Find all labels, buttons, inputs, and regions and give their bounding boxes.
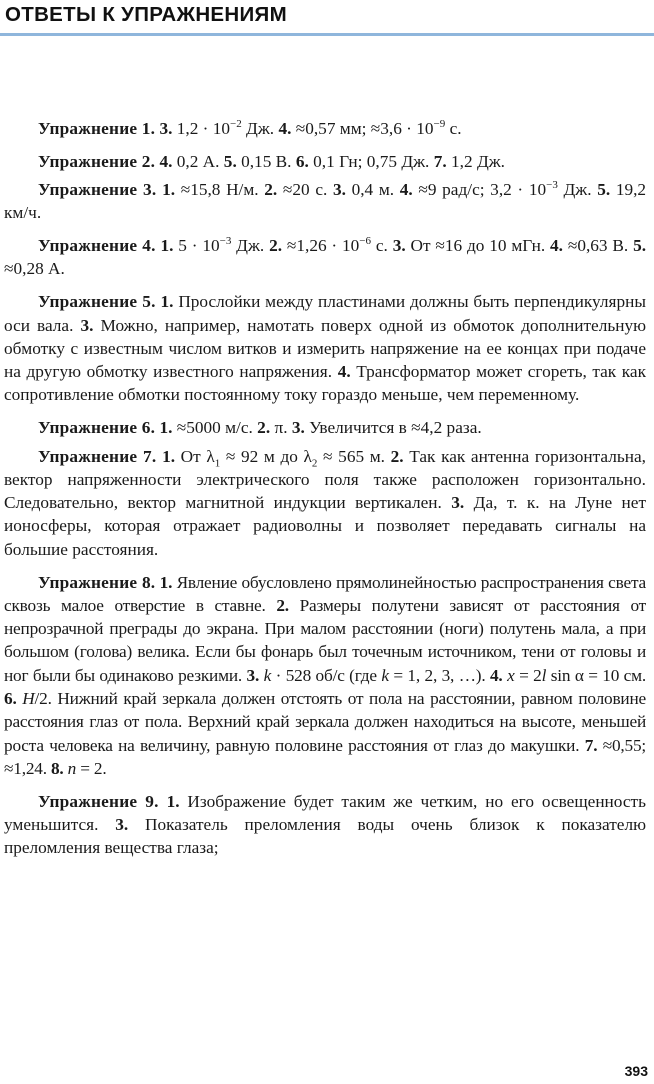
answer-text: π. <box>274 418 288 438</box>
answer-number: 8. <box>50 758 64 778</box>
header-rule <box>0 33 654 36</box>
answer-number: 7. <box>584 735 598 755</box>
answer-text: $\approx 1,26 \cdot 10^{-6}$ с. <box>286 235 388 256</box>
answer-number: 2. <box>269 236 283 256</box>
answer-number: 2. <box>257 418 271 438</box>
answer-text: Показатель преломления воды очень близок к показателю преломления вещества глаза; <box>4 815 646 858</box>
answer-text: 0,2 А. <box>176 151 220 171</box>
exercise-title: Упражнение 8. <box>38 572 156 592</box>
answer-number: 3. <box>332 180 346 200</box>
exercise-8 <box>4 571 646 781</box>
answer-text: ≈0,55; ≈1,24. <box>4 735 647 778</box>
answer-text: $5 \cdot 10^{-3}$ Дж. <box>178 235 265 256</box>
answer-number: 4. <box>337 362 351 382</box>
answer-text: Изображение будет таким же четким, но его освещенность уменьшится. <box>4 791 646 835</box>
answer-text: ≈9 рад/с; $3,2 \cdot 10^{-3}$ Дж. <box>418 179 592 200</box>
answer-text: H/2. Нижний край зеркала должен отстоять от пола на расстоянии, равном половине расстояния глаз от пола. Верхний край зеркала должен находиться на высоте, меньшей роста человека на величину, равную половине расстояния от глаз до макушки. <box>4 689 646 755</box>
answer-text: $1,2 \cdot 10^{-2}$ Дж. <box>176 118 275 138</box>
exercise-2 <box>4 150 646 173</box>
answer-number: 4. <box>278 119 292 138</box>
page-number: 393 <box>624 1063 648 1079</box>
answer-number: 2. <box>276 595 289 615</box>
answer-number: 4. <box>489 665 503 685</box>
answer-number: 4. <box>399 180 413 200</box>
answer-text: Можно, например, намотать поверх одной из обмоток дополнительную обмотку с известным числом витков и измерить напряжение на ее концах при подаче на другую обмотку известного напряжения. <box>4 315 646 382</box>
answer-number: 3. <box>246 665 260 685</box>
answer-text: Трансформатор может сгореть, так как сопротивление обмотки постоянному току гораздо меньше, чем переменному. <box>4 362 647 405</box>
answer-text: 0,1 Гн; 0,75 Дж. <box>313 151 430 171</box>
answer-number: 5. <box>597 180 611 200</box>
answer-number: 4. <box>550 236 563 256</box>
answer-text: ≈20 с. <box>282 180 328 200</box>
exercise-title: Упражнение 2. <box>38 151 156 171</box>
answer-text: k · 528 об/с (где k = 1, 2, 3, …). <box>263 665 486 685</box>
exercise-title: Упражнение 9. <box>38 791 159 811</box>
answers-content <box>4 117 646 869</box>
answer-text: Да, т. к. на Луне нет ионосферы, которая отражает радиоволны и позволяет передавать сигналы на большие расстояния. <box>4 493 646 559</box>
answer-text: x = 2l sin α = 10 см. <box>507 665 647 685</box>
answer-text: 1,2 Дж. <box>451 151 505 171</box>
exercise-title: Упражнение 7. <box>38 446 157 466</box>
answer-text: От $\lambda_1 \approx 92$ м до $\lambda_2 \approx 565$ м. <box>180 446 385 470</box>
answer-number: 1. <box>166 791 180 811</box>
answer-text: Так как антенна горизонтальна, вектор напряженности электрического поля также расположен горизонтально. Следовательно, вектор магнитной индукции вертикален. <box>4 446 646 513</box>
answer-number: 6. <box>295 151 309 171</box>
exercise-title: Упражнение 1. <box>38 119 156 138</box>
answer-text: ≈0,63 В. <box>567 236 629 256</box>
answer-number: 3. <box>291 418 305 438</box>
exercise-9 <box>4 790 646 860</box>
answer-number: 3. <box>451 493 465 513</box>
exercise-title: Упражнение 6. <box>38 418 156 438</box>
answer-number: 3. <box>115 815 129 835</box>
answer-number: 2. <box>390 446 404 466</box>
exercise-5 <box>4 290 646 406</box>
answer-number: 5. <box>223 151 237 171</box>
answer-number: 3. <box>159 119 173 138</box>
exercise-title: Упражнение 4. <box>38 236 156 256</box>
answer-text: От ≈16 до 10 мГн. <box>410 236 546 256</box>
answer-number: 7. <box>433 151 447 171</box>
exercise-title: Упражнение 3. <box>38 180 157 200</box>
answer-text: 19,2 км/ч. <box>4 180 647 223</box>
page-title: ОТВЕТЫ К УПРАЖНЕНИЯМ <box>5 3 287 26</box>
answer-number: 1. <box>160 236 174 256</box>
answer-number: 1. <box>160 292 174 312</box>
answer-text: 0,15 В. <box>241 151 292 171</box>
answer-number: 1. <box>159 418 173 438</box>
answer-number: 6. <box>4 689 17 709</box>
answer-text: ≈0,28 А. <box>4 259 65 279</box>
exercise-7 <box>4 445 646 561</box>
answer-text: ≈15,8 Н/м. <box>180 180 259 200</box>
answer-number: 1. <box>162 180 176 200</box>
answer-text: Размеры полутени зависят от расстояния от непрозрачной преграды до экрана. При малом расстоянии (ноги) полутень мала, а при большом (голова) велика. Если бы фонарь был точечным источником, тени от головы и ног были бы одинаково резкими. <box>4 595 647 685</box>
answer-number: 3. <box>392 236 406 256</box>
exercise-4 <box>4 234 646 281</box>
exercise-title: Упражнение 5. <box>38 292 156 312</box>
exercise-3 <box>4 178 646 225</box>
answer-number: 5. <box>633 236 647 256</box>
exercise-1 <box>4 117 646 140</box>
answer-number: 1. <box>162 446 176 466</box>
answer-number: 4. <box>159 151 173 171</box>
page-header <box>0 0 654 36</box>
answer-text: ≈5000 м/с. <box>176 418 253 438</box>
answer-number: 2. <box>264 180 278 200</box>
answer-number: 3. <box>80 315 94 335</box>
exercise-6 <box>4 416 646 439</box>
answer-text: ≈0,57 мм; $\approx 3,6 \cdot 10^{-9}$ с. <box>295 118 462 138</box>
answer-text: n = 2. <box>67 758 107 778</box>
answer-text: Увеличится в ≈4,2 раза. <box>309 418 482 438</box>
answer-text: 0,4 м. <box>351 180 395 200</box>
answer-number: 1. <box>159 572 173 592</box>
answer-text: Прослойки между пластинами должны быть перпендикулярны оси вала. <box>4 292 646 335</box>
answer-text: Явление обусловлено прямолинейностью распространения света сквозь малое отверстие в ставне. <box>4 572 646 615</box>
